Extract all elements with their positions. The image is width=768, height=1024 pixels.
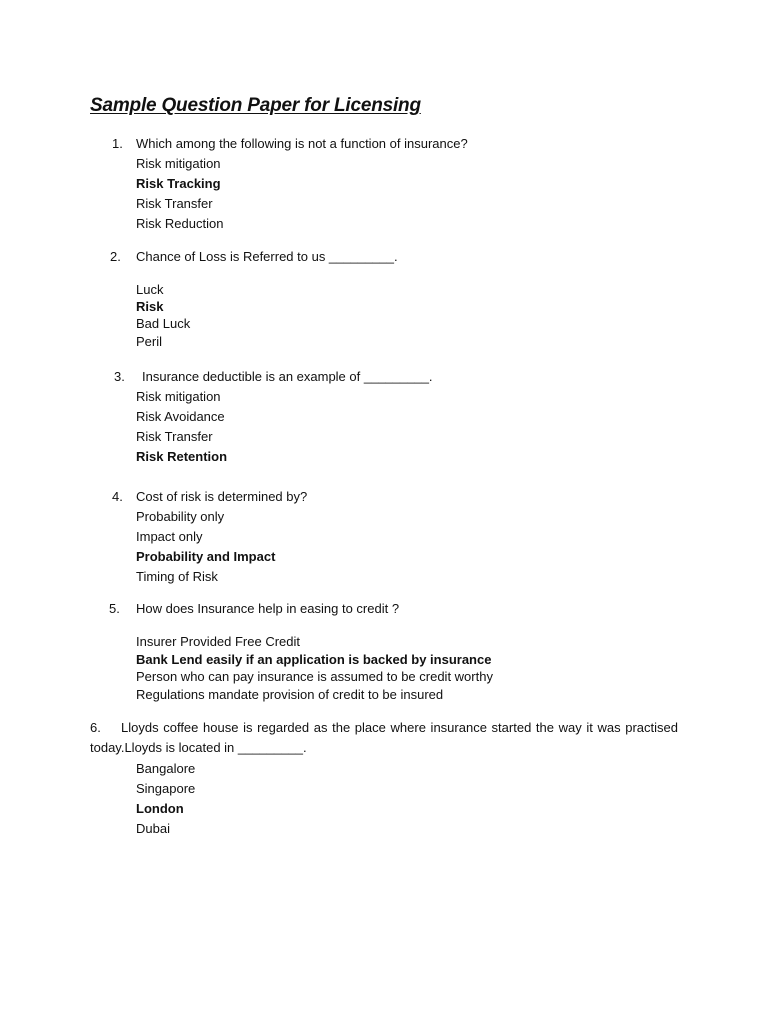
question-4-option-3: Probability and Impact — [136, 549, 276, 564]
question-5-option-1: Insurer Provided Free Credit — [136, 634, 301, 649]
question-1-option-1: Risk mitigation — [136, 156, 221, 171]
question-4-option-4: Timing of Risk — [136, 569, 218, 584]
question-1-text: Which among the following is not a function of insurance? — [136, 136, 468, 151]
question-6-text: Lloyds coffee house is regarded as the place where insurance started the way it was practised today.Lloyds is located in _________. — [90, 720, 678, 755]
question-5-text: How does Insurance help in easing to credit ? — [136, 601, 400, 616]
question-5-option-4: Regulations mandate provision of credit to be insured — [136, 687, 444, 702]
question-3-option-1: Risk mitigation — [136, 389, 221, 404]
question-1-option-4: Risk Reduction — [136, 216, 224, 231]
question-2-option-1: Luck — [136, 282, 164, 297]
question-4-option-2: Impact only — [136, 529, 203, 544]
question-5-number: 5. — [109, 601, 120, 616]
question-6-option-4: Dubai — [136, 821, 170, 836]
question-3-option-3: Risk Transfer — [136, 429, 213, 444]
question-1-option-2: Risk Tracking — [136, 176, 221, 191]
question-3-option-2: Risk Avoidance — [136, 409, 225, 424]
question-6 — [90, 718, 678, 758]
question-3-option-4: Risk Retention — [136, 449, 228, 464]
question-2-number: 2. — [110, 249, 121, 264]
question-3-text: Insurance deductible is an example of _________. — [142, 369, 433, 384]
question-1-option-3: Risk Transfer — [136, 196, 213, 211]
question-5-option-2: Bank Lend easily if an application is backed by insurance — [136, 652, 492, 667]
question-3-number: 3. — [114, 369, 125, 384]
question-6-number: 6. — [90, 720, 101, 735]
question-6-option-1: Bangalore — [136, 761, 196, 776]
question-6-option-3: London — [136, 801, 184, 816]
question-2-option-2: Risk — [136, 299, 164, 314]
question-4-option-1: Probability only — [136, 509, 225, 524]
question-5-option-3: Person who can pay insurance is assumed to be credit worthy — [136, 669, 493, 684]
question-2-text: Chance of Loss is Referred to us _________. — [136, 249, 398, 264]
question-6-option-2: Singapore — [136, 781, 196, 796]
page-title: Sample Question Paper for Licensing — [90, 95, 421, 116]
question-2-option-3: Bad Luck — [136, 316, 191, 331]
question-4-text: Cost of risk is determined by? — [136, 489, 308, 504]
question-1-number: 1. — [112, 136, 123, 151]
question-4-number: 4. — [112, 489, 123, 504]
question-2-option-4: Peril — [136, 334, 163, 349]
